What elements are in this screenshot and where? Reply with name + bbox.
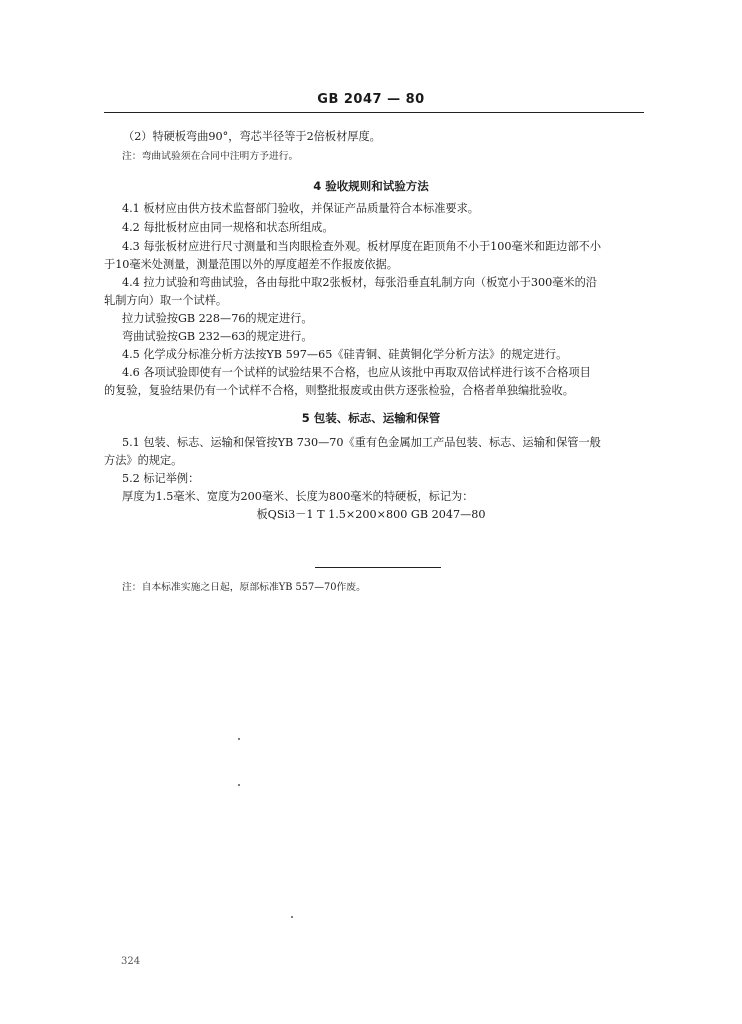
clause-4-3-line-1: 4.3 每张板材应进行尺寸测量和当肉眼检查外观。板材厚度在距顶角不小于100毫米和距边部不小 xyxy=(122,240,602,253)
page-number: 324 xyxy=(121,956,141,967)
clause-4-3-line-2: 于10毫米处测量，测量范围以外的厚度超差不作报废依据。 xyxy=(104,258,398,271)
header-rule xyxy=(104,112,644,113)
bending-note: 注：弯曲试验须在合同中注明方予进行。 xyxy=(122,151,299,162)
clause-4-6-line-2: 的复验，复验结果仍有一个试样不合格，则整批报废或由供方逐张检验，合格者单独编批验收。 xyxy=(104,384,574,397)
footnote-separator xyxy=(315,567,441,568)
bending-item-2: （2）特硬板弯曲90°，弯芯半径等于2倍板材厚度。 xyxy=(123,130,381,143)
scan-speck xyxy=(238,738,240,740)
clause-5-1-line-1: 5.1 包装、标志、运输和保管按YB 730—70《重有色金属加工产品包装、标志、运输和保管一般 xyxy=(122,436,601,449)
marking-designation: 板QSi3－1 T 1.5×200×800 GB 2047—80 xyxy=(256,508,486,521)
clause-4-4-line-2: 轧制方向）取一个试样。 xyxy=(104,294,228,307)
clause-4-5: 4.5 化学成分标准分析方法按YB 597—65《硅青铜、硅黄铜化学分析方法》的规定进行。 xyxy=(122,348,568,361)
footnote: 注：自本标准实施之日起，原部标准YB 557—70作废。 xyxy=(122,582,366,593)
standard-code-header: GB 2047 — 80 xyxy=(317,92,425,107)
bending-test-clause: 弯曲试验按GB 232—63的规定进行。 xyxy=(122,330,313,343)
section-5-title: 5 包装、标志、运输和保管 xyxy=(301,411,441,425)
scan-speck xyxy=(291,916,293,918)
marking-example-text: 厚度为1.5毫米、宽度为200毫米、长度为800毫米的特硬板，标记为： xyxy=(122,490,474,503)
tensile-test-clause: 拉力试验按GB 228—76的规定进行。 xyxy=(122,312,313,325)
clause-4-4-line-1: 4.4 拉力试验和弯曲试验，各由每批中取2张板材，每张沿垂直轧制方向（板宽小于300毫米的沿 xyxy=(122,276,597,289)
section-4-title: 4 验收规则和试验方法 xyxy=(313,179,429,193)
clause-4-6-line-1: 4.6 各项试验即使有一个试样的试验结果不合格，也应从该批中再取双倍试样进行该不合格项目 xyxy=(122,366,591,379)
scan-speck xyxy=(238,784,240,786)
clause-4-1: 4.1 板材应由供方技术监督部门验收，并保证产品质量符合本标准要求。 xyxy=(122,202,479,215)
clause-5-2: 5.2 标记举例： xyxy=(122,472,200,485)
clause-5-1-line-2: 方法》的规定。 xyxy=(104,454,183,467)
clause-4-2: 4.2 每批板材应由同一规格和状态所组成。 xyxy=(122,221,334,234)
